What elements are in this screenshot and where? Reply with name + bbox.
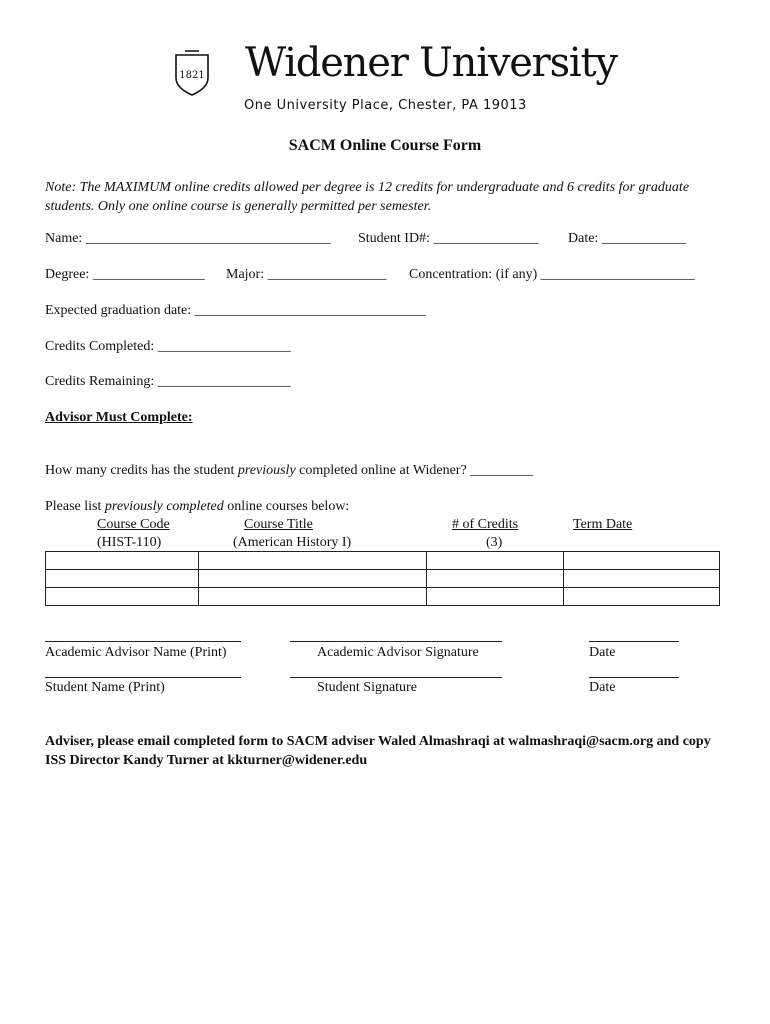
- student-id-field[interactable]: Student ID#: _______________: [358, 231, 539, 246]
- table-cell-credits[interactable]: [427, 570, 564, 588]
- table-cell-term-date[interactable]: [564, 552, 720, 570]
- student-date-line[interactable]: [589, 677, 679, 678]
- prompt-text-emphasis: previously completed: [104, 499, 224, 514]
- table-row: [46, 552, 720, 570]
- advisor-section-heading: Advisor Must Complete:: [45, 410, 193, 425]
- concentration-field[interactable]: Concentration: (if any) ______________________: [409, 267, 695, 282]
- previous-credits-question[interactable]: [45, 463, 533, 479]
- major-field[interactable]: Major: _________________: [226, 267, 387, 282]
- table-cell-term-date[interactable]: [564, 588, 720, 606]
- form-title: SACM Online Course Form: [288, 137, 482, 154]
- university-address: One University Place, Chester, PA 19013: [244, 98, 527, 113]
- credit-limit-note: Note: The MAXIMUM online credits allowed per degree is 12 credits for undergraduate and 6 credits for graduate students. Only one online course is generally permitted per semester.: [45, 180, 690, 214]
- column-header-course-title: Course Title: [244, 517, 313, 532]
- question-text-end: completed online at Widener? _________: [295, 463, 534, 478]
- table-cell-course-title[interactable]: [198, 552, 427, 570]
- question-text-emphasis: previously: [237, 463, 296, 478]
- column-header-term-date: Term Date: [573, 517, 633, 532]
- student-date-label: Date: [589, 680, 616, 695]
- table-cell-course-code[interactable]: [46, 588, 199, 606]
- student-signature-line[interactable]: [290, 677, 502, 678]
- table-cell-course-title[interactable]: [198, 588, 427, 606]
- table-row: [46, 588, 720, 606]
- university-wordmark: Widener University: [245, 40, 617, 86]
- course-list-prompt: [45, 499, 349, 515]
- name-field[interactable]: Name: ___________________________________: [45, 231, 331, 246]
- table-row: [46, 570, 720, 588]
- seal-year: 1821: [179, 70, 205, 81]
- table-cell-course-code[interactable]: [46, 552, 199, 570]
- email-instructions: Adviser, please email completed form to SACM adviser Waled Almashraqi at walmashraqi@sacm.org and copy ISS Director Kandy Turner at kkturner@widener.edu: [45, 734, 711, 768]
- degree-field[interactable]: Degree: ________________: [45, 267, 205, 282]
- advisor-name-label: Academic Advisor Name (Print): [45, 645, 227, 660]
- table-cell-course-code[interactable]: [46, 570, 199, 588]
- example-credits: (3): [486, 535, 503, 550]
- advisor-signature-line[interactable]: [290, 641, 502, 642]
- date-field[interactable]: Date: ____________: [568, 231, 686, 246]
- prompt-text-end: online courses below:: [223, 499, 350, 514]
- table-cell-credits[interactable]: [427, 588, 564, 606]
- advisor-date-line[interactable]: [589, 641, 679, 642]
- column-header-credits: # of Credits: [452, 517, 519, 532]
- student-name-label: Student Name (Print): [45, 680, 165, 695]
- example-course-title: (American History I): [233, 535, 352, 550]
- credits-remaining-field[interactable]: Credits Remaining: ___________________: [45, 374, 291, 389]
- advisor-name-line[interactable]: [45, 641, 241, 642]
- example-course-code: (HIST-110): [97, 535, 162, 550]
- column-header-course-code: Course Code: [97, 517, 170, 532]
- table-cell-course-title[interactable]: [198, 570, 427, 588]
- student-name-line[interactable]: [45, 677, 241, 678]
- advisor-date-label: Date: [589, 645, 616, 660]
- question-text-start: How many credits has the student: [45, 463, 238, 478]
- course-table: [45, 551, 720, 606]
- prompt-text-start: Please list: [45, 499, 105, 514]
- table-cell-credits[interactable]: [427, 552, 564, 570]
- university-seal-logo: [174, 48, 210, 96]
- expected-graduation-field[interactable]: Expected graduation date: _________________________________: [45, 303, 426, 318]
- student-signature-label: Student Signature: [317, 680, 417, 695]
- advisor-signature-label: Academic Advisor Signature: [317, 645, 479, 660]
- credits-completed-field[interactable]: Credits Completed: ___________________: [45, 339, 291, 354]
- table-cell-term-date[interactable]: [564, 570, 720, 588]
